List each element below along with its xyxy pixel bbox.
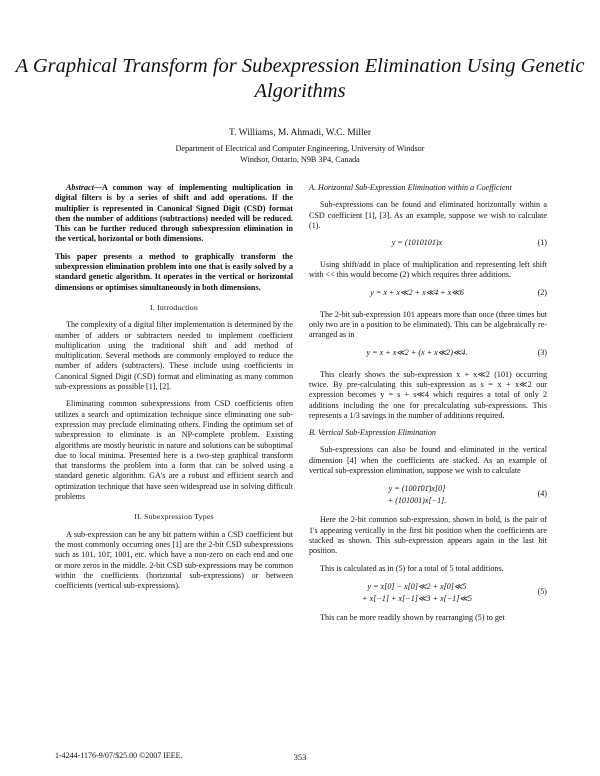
affiliation [0, 143, 600, 165]
left-column [55, 183, 293, 598]
page-number: 353 [293, 752, 307, 762]
equation-5-body [309, 581, 525, 605]
equation-4 [309, 483, 547, 507]
equation-3-number: (3) [537, 347, 547, 357]
equation-2 [309, 288, 547, 302]
equation-1-number: (1) [537, 238, 547, 248]
equation-1-body: y = (1010101)x [391, 238, 443, 248]
subsection-b-heading: B. Vertical Sub-Expression Elimination [309, 428, 436, 438]
equation-2-number: (2) [537, 287, 547, 297]
paper-title: A Graphical Transform for Subexpression Elimination Using Genetic Algorithms [15, 55, 585, 102]
abstract-text-1: —A common way of implementing multiplication in digital filters is by a series of shift and add operations. If the multiplier is represented in Canonical Signed Digit (CSD) format then the number of additions (subtractions) needed will be reduced. This can be further reduced through subexpression elimination in the vertical, horizontal or both dimensions. [55, 183, 293, 244]
equation-4-body [309, 483, 525, 507]
equation-5-number: (5) [537, 586, 547, 596]
equation-3-body: y = x + x≪2 + (x + x≪2)≪4. [366, 347, 468, 357]
subsection-a-paragraph-3: The 2-bit sub-expression 101 appears more than once (three times but only two are in a position to be eliminated). This can be algebraically re-arranged as in [309, 309, 547, 340]
section-2-heading: II. Subexpression Types [134, 512, 214, 522]
equation-5 [309, 581, 547, 605]
equation-4-line-2: + (101001)x[−1]. [387, 496, 447, 506]
affiliation-line-2: Windsor, Ontario, N9B 3P4, Canada [240, 155, 360, 164]
abstract-paragraph-2: This paper presents a method to graphically transform the subexpression elimination problem into one that is easily solved by a standard genetic algorithm. It operates in the vertical or horizontal dimensions or optimises simultaneously in both dimensions. [55, 251, 293, 292]
equation-4-number: (4) [537, 489, 547, 499]
equation-3 [309, 348, 547, 362]
subsection-b-paragraph-3: This is calculated as in (5) for a total of 5 total additions. [320, 563, 504, 573]
section-1-paragraph-2: Eliminating common subexpressions from CSD coefficients often utilizes a search and optimization technique since eliminating one sub-expression may preclude eliminating others. Finding the optimum set of subexpression to eliminate is an NP-complete problem. Existing algorithms are mostly heuristic in nature and solutions can be suboptimal due to local minima. Presented here is a two-step graphical transform that transforms the problem into a form that can be solved using a standard genetic algorithm. GA's are a robust and efficient search and optimization technique that have seen widespread use in solving difficult problems [55, 399, 293, 502]
section-1-heading: I. Introduction [149, 302, 199, 312]
abstract-label: Abstract [66, 183, 94, 192]
equation-5-line-2: + x[−1] + x[−1]≪3 + x[−1]≪5 [362, 593, 472, 603]
authors: T. Williams, M. Ahmadi, W.C. Miller [228, 128, 372, 138]
section-1-paragraph-1: The complexity of a digital filter implementation is determined by the number of adders or subtracters needed to implement coefficient multiplication using the traditional shift and add method of multiplication. Several methods are commonly employed to reduce the number of adders (subtracters). These include using coefficients in Canonical Signed Digit (CSD) format and eliminating as many common sub-expressions as possible [1], [2]. [55, 320, 293, 392]
subsection-b-paragraph-4: This can be more readily shown by rearranging (5) to get [320, 612, 505, 622]
section-2-paragraph-1: A sub-expression can be any bit pattern within a CSD coefficient but the most commonly occurring ones [1] are the 2-bit CSD subexpressions such as 101, 101̄, 1001, etc. which have a non-zero on each end and one or more zeros in the middle. 2-bit CSD sub-expressions may be common within the coefficients (horizontal sub-expressions) or between coefficients (vertical sub-expressions). [55, 529, 293, 591]
affiliation-line-1: Department of Electrical and Computer Engineering, University of Windsor [175, 144, 425, 153]
equation-1 [309, 238, 547, 252]
subsection-a-paragraph-2: Using shift/add in place of multiplication and representing left shift with << this would become (2) which requires three additions. [309, 260, 547, 280]
copyright-footer: 1-4244-1176-9/07/$25.00 ©2007 IEEE. [55, 751, 183, 760]
equation-2-body: y = x + x≪2 + x≪4 + x≪6 [370, 287, 464, 297]
equation-4-line-1: y = (1001̄01̄)x[0] [388, 484, 446, 494]
subsection-b-paragraph-2: Here the 2-bit common sub-expression, shown in bold, is the pair of 1's appearing vertically in the first bit position when the coefficients are stacked as shown. This sub-expression appears again in the last bit position. [309, 515, 547, 556]
subsection-a-heading: A. Horizontal Sub-Expression Elimination within a Coefficient [309, 183, 512, 192]
subsection-b-paragraph-1: Sub-expressions can also be found and eliminated in the vertical dimension [4] when the coefficients are stacked. As an example of vertical sub-expression elimination, suppose we wish to calculate [309, 445, 547, 476]
subsection-a-paragraph-4: This clearly shows the sub-expression x + x≪2 (101) occurring twice. By pre-calculating this sub-expression as s = x + x≪2 our expression becomes y = s + s≪4 which requires a total of only 2 additions including the one for precalculating sub-expressions. This represents a 1/3 savings in the number of additions required. [309, 369, 547, 420]
equation-5-line-1: y = x[0] − x[0]≪2 + x[0]≪5 [367, 581, 467, 591]
subsection-a-paragraph-1: Sub-expressions can be found and eliminated horizontally within a CSD coefficient [1], [3]. As an example, suppose we wish to calculate (1). [309, 200, 547, 230]
right-column [309, 183, 547, 630]
abstract-paragraph-1 [55, 183, 293, 245]
